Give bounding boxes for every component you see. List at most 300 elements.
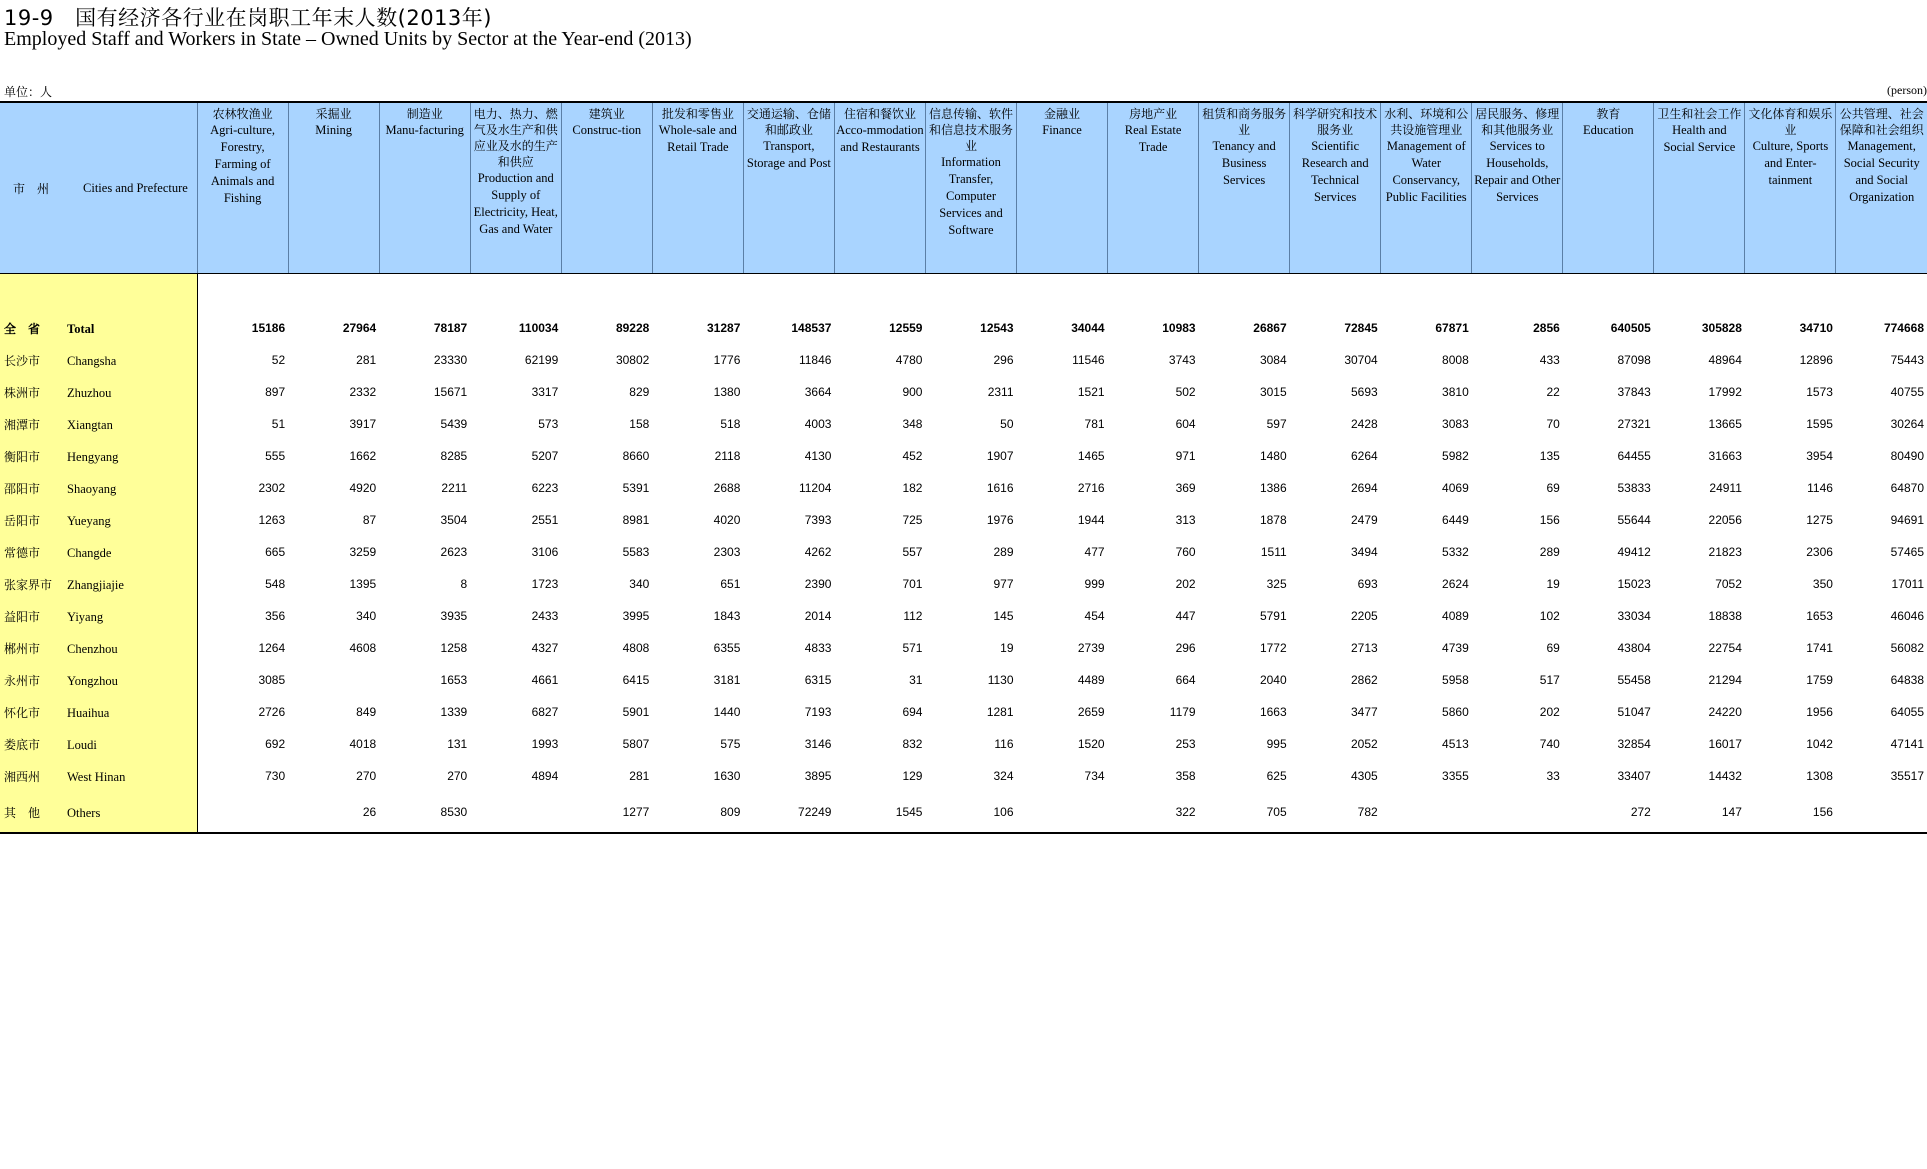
row-label-cn: 娄底市 bbox=[4, 737, 41, 752]
table-cell: 782 bbox=[1290, 792, 1381, 833]
table-cell: 281 bbox=[629, 769, 650, 783]
table-cell: 27964 bbox=[342, 321, 377, 335]
column-header-en: Scientific Research and Technical Services bbox=[1301, 139, 1369, 204]
table-cell: 571 bbox=[902, 641, 923, 655]
table-cell: 897 bbox=[265, 385, 286, 399]
table-cell: 3477 bbox=[1351, 705, 1378, 719]
table-cell: 3317 bbox=[531, 385, 559, 399]
header-region-cn: 市 州 bbox=[13, 181, 50, 196]
table-cell: 477 bbox=[1084, 545, 1105, 559]
table-cell: 110034 bbox=[518, 321, 559, 335]
table-cell: 5958 bbox=[1442, 673, 1469, 687]
header-region-en: Cities and Prefecture bbox=[83, 180, 188, 195]
table-cell: 8981 bbox=[622, 513, 650, 527]
column-header-en: Mining bbox=[315, 123, 353, 137]
table-cell: 740 bbox=[1539, 737, 1560, 751]
table-cell: 26 bbox=[288, 792, 379, 833]
table-cell: 694 bbox=[902, 705, 923, 719]
column-header bbox=[288, 102, 379, 274]
table-cell: 1521 bbox=[1077, 385, 1105, 399]
table-row bbox=[0, 376, 1927, 408]
column-header-en: Health and Social Service bbox=[1663, 123, 1736, 154]
table-cell: 5901 bbox=[622, 705, 650, 719]
row-label-en: Huaihua bbox=[67, 705, 110, 720]
column-header-en: Agri-culture, Forestry, Farming of Animals and Fishing bbox=[210, 123, 276, 205]
table-cell: 40755 bbox=[1890, 385, 1924, 399]
table-cell: 57465 bbox=[1890, 545, 1924, 559]
column-header-en: Whole-sale and Retail Trade bbox=[658, 123, 737, 154]
table-cell: 51047 bbox=[1617, 705, 1651, 719]
table-cell: 995 bbox=[1266, 737, 1287, 751]
table-cell: 8 bbox=[460, 577, 468, 591]
row-label-en: Changde bbox=[67, 545, 112, 560]
table-cell: 1843 bbox=[713, 609, 741, 623]
table-cell: 145 bbox=[993, 609, 1014, 623]
table-cell: 87 bbox=[362, 513, 377, 527]
table-cell: 1264 bbox=[258, 641, 286, 655]
column-header-cn: 卫生和社会工作 bbox=[1657, 107, 1742, 121]
table-cell: 53833 bbox=[1617, 481, 1651, 495]
column-header-en: Tenancy and Business Services bbox=[1212, 139, 1276, 187]
table-cell: 72249 bbox=[743, 792, 834, 833]
column-header-cn: 教育 bbox=[1596, 107, 1621, 121]
table-cell: 809 bbox=[652, 792, 743, 833]
table-cell: 31663 bbox=[1708, 449, 1742, 463]
table-cell: 8008 bbox=[1442, 353, 1469, 367]
column-header bbox=[1381, 102, 1472, 274]
table-cell: 832 bbox=[902, 737, 923, 751]
table-cell: 3917 bbox=[349, 417, 377, 431]
row-label-en: Shaoyang bbox=[67, 481, 117, 496]
table-cell: 2303 bbox=[713, 545, 741, 559]
table-cell: 147 bbox=[1654, 792, 1745, 833]
table-cell: 131 bbox=[447, 737, 468, 751]
table-cell: 16017 bbox=[1708, 737, 1742, 751]
table-cell: 272 bbox=[1563, 792, 1654, 833]
row-label bbox=[0, 376, 197, 408]
table-cell: 1395 bbox=[349, 577, 377, 591]
table-cell: 999 bbox=[1084, 577, 1105, 591]
row-label-cn: 衡阳市 bbox=[4, 449, 41, 464]
table-cell: 289 bbox=[1539, 545, 1560, 559]
column-header-en: Education bbox=[1582, 123, 1634, 137]
table-cell: 1386 bbox=[1259, 481, 1287, 495]
table-cell: 8660 bbox=[622, 449, 650, 463]
table-cell: 11204 bbox=[798, 481, 832, 495]
table-cell: 4020 bbox=[713, 513, 741, 527]
table-row bbox=[0, 408, 1927, 440]
table-cell: 1275 bbox=[1806, 513, 1833, 527]
column-header-cn: 电力、热力、燃气及水生产和供应业及水的生产和供应 bbox=[473, 107, 558, 169]
column-header bbox=[1472, 102, 1563, 274]
table-cell: 129 bbox=[902, 769, 923, 783]
row-label-cn: 株洲市 bbox=[4, 385, 41, 400]
table-row bbox=[0, 472, 1927, 504]
table-cell: 2390 bbox=[804, 577, 832, 591]
column-header-cn: 交通运输、仓储和邮政业 bbox=[746, 107, 831, 137]
table-cell: 62199 bbox=[524, 353, 559, 367]
table-cell: 1440 bbox=[713, 705, 741, 719]
table-cell: 32854 bbox=[1617, 737, 1651, 751]
table-cell: 1772 bbox=[1259, 641, 1287, 655]
table-cell: 270 bbox=[356, 769, 377, 783]
table-cell: 350 bbox=[1812, 577, 1833, 591]
table-cell: 12543 bbox=[980, 321, 1014, 335]
table-cell: 13665 bbox=[1708, 417, 1742, 431]
table-row bbox=[0, 792, 1927, 833]
column-header bbox=[470, 102, 561, 274]
table-cell: 977 bbox=[993, 577, 1014, 591]
table-row bbox=[0, 632, 1927, 664]
table-cell: 575 bbox=[720, 737, 741, 751]
table-cell: 15023 bbox=[1617, 577, 1651, 591]
table-cell: 23330 bbox=[433, 353, 468, 367]
column-header-cn: 公共管理、社会保障和社会组织 bbox=[1839, 107, 1924, 137]
table-cell: 64870 bbox=[1890, 481, 1924, 495]
data-table bbox=[0, 101, 1927, 834]
column-header-en: Management of Water Conservancy, Public Facilities bbox=[1385, 139, 1467, 204]
table-cell: 1520 bbox=[1077, 737, 1105, 751]
table-cell: 156 bbox=[1539, 513, 1560, 527]
table-cell: 5207 bbox=[531, 449, 559, 463]
table-row bbox=[0, 760, 1927, 792]
table-cell: 774668 bbox=[1883, 321, 1924, 335]
table-cell: 1616 bbox=[986, 481, 1014, 495]
table-cell: 6415 bbox=[622, 673, 650, 687]
table-cell: 555 bbox=[265, 449, 286, 463]
table-cell: 369 bbox=[1175, 481, 1196, 495]
column-header-en: Information Transfer, Computer Services and Software bbox=[939, 155, 1003, 237]
table-cell: 4920 bbox=[349, 481, 377, 495]
table-cell: 296 bbox=[993, 353, 1014, 367]
table-cell: 94691 bbox=[1890, 513, 1924, 527]
table-cell: 3146 bbox=[804, 737, 832, 751]
table-cell: 202 bbox=[1175, 577, 1196, 591]
table-cell: 548 bbox=[265, 577, 286, 591]
row-label bbox=[0, 312, 197, 344]
table-cell: 1511 bbox=[1260, 545, 1287, 559]
column-header bbox=[1836, 102, 1927, 274]
table-cell: 325 bbox=[1266, 577, 1287, 591]
table-cell: 3015 bbox=[1259, 385, 1287, 399]
column-header-cn: 农林牧渔业 bbox=[212, 107, 273, 121]
table-cell: 625 bbox=[1266, 769, 1287, 783]
table-cell: 3664 bbox=[804, 385, 832, 399]
row-label-cn: 邵阳市 bbox=[4, 481, 41, 496]
table-cell: 356 bbox=[265, 609, 286, 623]
column-header-cn: 建筑业 bbox=[588, 107, 625, 121]
table-cell: 8285 bbox=[440, 449, 468, 463]
table-cell: 1179 bbox=[1169, 705, 1196, 719]
table-cell: 148537 bbox=[791, 321, 832, 335]
table-cell: 3995 bbox=[622, 609, 650, 623]
row-label bbox=[0, 440, 197, 472]
column-header-en: Management, Social Security and Social Organization bbox=[1843, 139, 1920, 204]
table-cell: 3259 bbox=[349, 545, 377, 559]
table-cell: 2311 bbox=[987, 385, 1014, 399]
row-label-en: Others bbox=[67, 805, 101, 820]
row-label bbox=[0, 792, 197, 833]
table-cell: 8530 bbox=[379, 792, 470, 833]
table-cell bbox=[197, 792, 288, 833]
table-cell: 27321 bbox=[1617, 417, 1651, 431]
table-cell: 69 bbox=[1546, 481, 1560, 495]
column-header-cn: 租赁和商务服务业 bbox=[1202, 107, 1287, 137]
table-cell: 4305 bbox=[1351, 769, 1378, 783]
table-cell: 18838 bbox=[1708, 609, 1742, 623]
table-cell: 2118 bbox=[714, 449, 741, 463]
unit-label: 单位：人 bbox=[4, 85, 53, 99]
table-cell: 2479 bbox=[1351, 513, 1378, 527]
table-cell: 202 bbox=[1539, 705, 1560, 719]
table-cell: 296 bbox=[1175, 641, 1196, 655]
row-label bbox=[0, 728, 197, 760]
table-cell: 12559 bbox=[889, 321, 923, 335]
table-cell: 12896 bbox=[1799, 353, 1833, 367]
table-cell: 30704 bbox=[1344, 353, 1378, 367]
column-header-en: Manu-facturing bbox=[385, 123, 464, 137]
table-cell: 89228 bbox=[615, 321, 650, 335]
table-cell: 781 bbox=[1084, 417, 1105, 431]
row-label bbox=[0, 408, 197, 440]
column-header bbox=[379, 102, 470, 274]
row-label bbox=[0, 568, 197, 600]
table-cell: 452 bbox=[902, 449, 923, 463]
table-cell: 75443 bbox=[1890, 353, 1924, 367]
column-header bbox=[1745, 102, 1836, 274]
row-label-en: Xiangtan bbox=[67, 417, 113, 432]
table-cell: 4739 bbox=[1442, 641, 1469, 655]
row-label-cn: 郴州市 bbox=[4, 641, 41, 656]
column-header bbox=[1017, 102, 1108, 274]
table-cell: 322 bbox=[1108, 792, 1199, 833]
row-label bbox=[0, 696, 197, 728]
table-cell: 1630 bbox=[713, 769, 741, 783]
table-cell: 17992 bbox=[1708, 385, 1742, 399]
table-cell: 2862 bbox=[1351, 673, 1378, 687]
table-cell: 6449 bbox=[1442, 513, 1469, 527]
table-cell: 573 bbox=[538, 417, 559, 431]
table-cell: 517 bbox=[1539, 673, 1560, 687]
table-cell: 4780 bbox=[895, 353, 923, 367]
row-label-en: Loudi bbox=[67, 737, 97, 752]
table-row bbox=[0, 312, 1927, 344]
table-cell: 2040 bbox=[1259, 673, 1287, 687]
table-cell: 15186 bbox=[251, 321, 286, 335]
table-cell: 34044 bbox=[1071, 321, 1105, 335]
table-cell: 692 bbox=[265, 737, 286, 751]
table-cell: 43804 bbox=[1617, 641, 1651, 655]
table-cell: 2856 bbox=[1533, 321, 1560, 335]
page-title-en: Employed Staff and Workers in State – Owned Units by Sector at the Year-end (2013) bbox=[4, 28, 692, 50]
table-cell: 665 bbox=[265, 545, 286, 559]
table-row bbox=[0, 600, 1927, 632]
row-label-en: Chenzhou bbox=[67, 641, 118, 656]
table-cell: 112 bbox=[903, 609, 923, 623]
table-cell: 454 bbox=[1084, 609, 1105, 623]
table-cell: 135 bbox=[1539, 449, 1560, 463]
table-cell: 705 bbox=[1199, 792, 1290, 833]
table-cell: 47141 bbox=[1890, 737, 1924, 751]
table-cell: 2716 bbox=[1077, 481, 1105, 495]
table-cell: 11546 bbox=[1072, 353, 1105, 367]
table-cell: 2551 bbox=[531, 513, 559, 527]
table-cell: 4003 bbox=[804, 417, 832, 431]
table-cell: 6264 bbox=[1351, 449, 1378, 463]
column-header bbox=[561, 102, 652, 274]
table-cell: 33 bbox=[1546, 769, 1560, 783]
table-cell: 5693 bbox=[1351, 385, 1378, 399]
table-cell: 4513 bbox=[1442, 737, 1469, 751]
table-cell bbox=[288, 664, 379, 696]
table-cell: 3895 bbox=[804, 769, 832, 783]
row-label bbox=[0, 472, 197, 504]
table-row bbox=[0, 664, 1927, 696]
row-label-en: Hengyang bbox=[67, 449, 119, 464]
table-cell: 1662 bbox=[349, 449, 377, 463]
table-cell: 3494 bbox=[1351, 545, 1378, 559]
table-cell: 49412 bbox=[1617, 545, 1651, 559]
table-cell: 182 bbox=[902, 481, 923, 495]
table-cell: 158 bbox=[629, 417, 650, 431]
table-cell: 55458 bbox=[1617, 673, 1651, 687]
table-cell: 340 bbox=[356, 609, 377, 623]
table-cell: 4608 bbox=[349, 641, 377, 655]
table-cell: 1277 bbox=[561, 792, 652, 833]
table-cell: 701 bbox=[902, 577, 923, 591]
table-cell: 87098 bbox=[1617, 353, 1651, 367]
table-cell: 518 bbox=[720, 417, 741, 431]
table-cell: 2302 bbox=[258, 481, 286, 495]
table-cell: 1759 bbox=[1806, 673, 1833, 687]
column-header bbox=[1108, 102, 1199, 274]
table-spacer-row bbox=[0, 274, 1927, 313]
table-row bbox=[0, 440, 1927, 472]
table-cell: 597 bbox=[1266, 417, 1287, 431]
table-cell: 6355 bbox=[713, 641, 741, 655]
table-cell: 1907 bbox=[986, 449, 1014, 463]
row-label-cn: 永州市 bbox=[4, 673, 41, 688]
column-header-cn: 居民服务、修理和其他服务业 bbox=[1475, 107, 1560, 137]
table-cell: 15671 bbox=[433, 385, 468, 399]
column-header bbox=[1290, 102, 1381, 274]
table-cell: 14432 bbox=[1708, 769, 1742, 783]
column-header-cn: 文化体育和娱乐业 bbox=[1748, 107, 1833, 137]
table-cell: 1663 bbox=[1259, 705, 1287, 719]
column-header-cn: 制造业 bbox=[406, 107, 443, 121]
row-label-en: Yiyang bbox=[67, 609, 104, 624]
table-cell: 1723 bbox=[531, 577, 559, 591]
column-header bbox=[1654, 102, 1745, 274]
table-cell: 664 bbox=[1175, 673, 1196, 687]
table-cell: 102 bbox=[1539, 609, 1560, 623]
table-cell: 34710 bbox=[1799, 321, 1833, 335]
header-region bbox=[0, 102, 197, 274]
table-cell: 31 bbox=[909, 673, 923, 687]
table-cell: 4327 bbox=[531, 641, 559, 655]
table-cell: 70 bbox=[1546, 417, 1560, 431]
table-cell: 2052 bbox=[1351, 737, 1378, 751]
table-cell: 33407 bbox=[1617, 769, 1651, 783]
table-cell: 971 bbox=[1175, 449, 1196, 463]
row-label-en: Yueyang bbox=[67, 513, 111, 528]
table-cell: 22 bbox=[1546, 385, 1560, 399]
table-cell: 1465 bbox=[1077, 449, 1105, 463]
table-cell: 1944 bbox=[1077, 513, 1105, 527]
table-cell: 7052 bbox=[1715, 577, 1742, 591]
table-cell: 21823 bbox=[1708, 545, 1742, 559]
row-label-en: Total bbox=[67, 321, 95, 336]
unit-label-en: (person) bbox=[1887, 83, 1927, 97]
table-cell: 1741 bbox=[1806, 641, 1833, 655]
table-cell: 80490 bbox=[1890, 449, 1924, 463]
table-cell: 725 bbox=[902, 513, 923, 527]
table-body bbox=[0, 274, 1927, 834]
row-label bbox=[0, 504, 197, 536]
table-cell: 4661 bbox=[531, 673, 559, 687]
table-cell: 1545 bbox=[834, 792, 925, 833]
table-cell: 3355 bbox=[1442, 769, 1469, 783]
table-cell: 22754 bbox=[1708, 641, 1742, 655]
table-cell: 30264 bbox=[1890, 417, 1924, 431]
table-cell: 6223 bbox=[531, 481, 559, 495]
table-cell: 313 bbox=[1175, 513, 1196, 527]
table-cell: 604 bbox=[1175, 417, 1196, 431]
table-cell: 2205 bbox=[1351, 609, 1378, 623]
table-cell: 4069 bbox=[1442, 481, 1469, 495]
table-cell: 52 bbox=[271, 353, 286, 367]
row-label bbox=[0, 344, 197, 376]
table-cell: 1653 bbox=[440, 673, 468, 687]
row-label-en: Zhuzhou bbox=[67, 385, 112, 400]
table-cell: 5332 bbox=[1442, 545, 1469, 559]
table-cell: 651 bbox=[720, 577, 741, 591]
column-header bbox=[1563, 102, 1654, 274]
table-cell: 11846 bbox=[798, 353, 832, 367]
table-cell: 5583 bbox=[622, 545, 650, 559]
table-cell: 1042 bbox=[1806, 737, 1833, 751]
table-cell: 557 bbox=[902, 545, 923, 559]
table-cell: 6827 bbox=[531, 705, 559, 719]
table-cell: 5391 bbox=[622, 481, 650, 495]
table-cell: 4808 bbox=[622, 641, 650, 655]
column-header-en: Real Estate Trade bbox=[1124, 123, 1182, 154]
table-cell: 48964 bbox=[1708, 353, 1742, 367]
row-label-en: Zhangjiajie bbox=[67, 577, 124, 592]
table-cell: 1130 bbox=[987, 673, 1014, 687]
table-cell: 358 bbox=[1175, 769, 1196, 783]
table-cell: 3084 bbox=[1259, 353, 1287, 367]
table-cell: 2713 bbox=[1351, 641, 1378, 655]
column-header-cn: 住宿和餐饮业 bbox=[843, 107, 916, 121]
table-cell: 270 bbox=[447, 769, 468, 783]
column-header-en: Acco-mmodation and Restaurants bbox=[836, 123, 924, 154]
table-cell: 5791 bbox=[1259, 609, 1287, 623]
table-cell: 72845 bbox=[1344, 321, 1378, 335]
row-label-cn: 张家界市 bbox=[4, 577, 53, 592]
table-cell: 21294 bbox=[1708, 673, 1742, 687]
table-row bbox=[0, 696, 1927, 728]
table-cell: 3810 bbox=[1442, 385, 1469, 399]
table-cell: 348 bbox=[902, 417, 923, 431]
table-cell: 46046 bbox=[1890, 609, 1924, 623]
table-cell: 1339 bbox=[440, 705, 468, 719]
row-label-cn: 其 他 bbox=[4, 805, 41, 820]
table-cell: 2623 bbox=[440, 545, 468, 559]
table-cell: 281 bbox=[356, 353, 377, 367]
table-cell: 64455 bbox=[1617, 449, 1651, 463]
table-cell: 4089 bbox=[1442, 609, 1469, 623]
